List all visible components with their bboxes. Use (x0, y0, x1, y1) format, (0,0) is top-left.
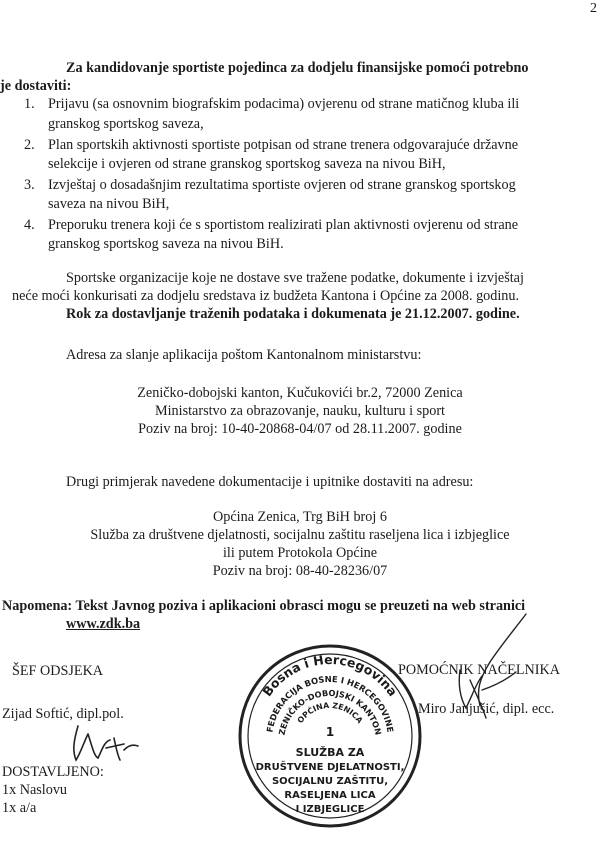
list-number: 2. (24, 137, 35, 153)
list-text-line: Prijavu (sa osnovnim biografskim podacima) ovjerenu od strane matičnog kluba ili (48, 96, 520, 112)
list-text-line: Preporuku trenera koji će s sportistom realizirati plan aktivnosti ovjerenu od strane (48, 217, 519, 233)
stamp-line-4: RASELJENA LICA (284, 790, 376, 801)
stamp-line-1: SLUŽBA ZA (295, 746, 365, 759)
notice-line-2: neće moći konkurisati za dodjelu sredstava iz budžeta Kantona i Općine za 2008. godinu. (12, 288, 520, 304)
municipality-address-line-2: Služba za društvene djelatnosti, socijalnu zaštitu raseljena lica i izbjeglice (90, 527, 510, 543)
stamp-line-5: I IZBJEGLICE (295, 804, 365, 815)
list-number: 1. (24, 96, 35, 112)
left-signatory-name: Zijad Softić, dipl.pol. (2, 706, 124, 722)
stamp-line-3: SOCIJALNU ZAŠTITU, (271, 776, 389, 787)
municipality-address-line-1: Općina Zenica, Trg BiH broj 6 (213, 509, 387, 525)
notice-line-1: Sportske organizacije koje ne dostave sve tražene podatke, dokumente i izvještaj (66, 270, 524, 286)
list-text-line: selekcije i ovjeren od strane granskog sportskog saveza na nivou BiH, (48, 156, 446, 172)
left-signature-scribble (58, 720, 148, 770)
deadline: Rok za dostavljanje traženih podataka i dokumenata je 21.12.2007. godine. (66, 306, 520, 322)
stamp-outer-text: Bosna i Hercegovina (259, 651, 401, 700)
official-stamp-seal (238, 636, 422, 832)
ministry-address-line-3: Poziv na broj: 10-40-20868-04/07 od 28.11.2007. godine (138, 421, 462, 437)
ministry-address-line-1: Zeničko-dobojski kanton, Kučukovići br.2, 72000 Zenica (137, 385, 463, 401)
municipality-address-line-4: Poziv na broj: 08-40-28236/07 (212, 563, 388, 579)
left-signatory-title: ŠEF ODSJEKA (12, 663, 104, 679)
list-text-line: granskog sportskog saveza na nivou BiH. (48, 236, 284, 252)
stamp-number: 1 (325, 725, 335, 739)
stamp-ring-text-canton: ZENIČKO-DOBOJSKI KANTON (276, 687, 384, 736)
right-signature-scribble (410, 610, 540, 730)
heading-line-1: Za kandidovanje sportiste pojedinca za dodjelu finansijske pomoći potrebno (66, 60, 529, 76)
delivered-line-1: 1x Naslovu (2, 782, 68, 798)
ministry-address-intro: Adresa za slanje aplikacija poštom Kantonalnom ministarstvu: (66, 347, 422, 363)
list-text-line: granskog sportskog saveza, (48, 116, 204, 132)
right-signatory-title: POMOĆNIK NAČELNIKA (398, 662, 560, 678)
note-text: Napomena: Tekst Javnog poziva i aplikacioni obrasci mogu se preuzeti na web stranici (2, 598, 526, 614)
stamp-line-2: DRUŠTVENE DJELATNOSTI, (255, 762, 405, 773)
municipality-address-line-3: ili putem Protokola Općine (222, 545, 378, 561)
list-text-line: Plan sportskih aktivnosti sportiste potpisan od strane trenera odgovarajuće državne (48, 137, 519, 153)
heading-line-2: je dostaviti: (0, 78, 72, 94)
municipality-address-intro: Drugi primjerak navedene dokumentacije i upitnike dostaviti na adresu: (66, 474, 474, 490)
list-text-line: saveza na nivou BiH, (48, 196, 170, 212)
list-number: 3. (24, 177, 35, 193)
right-signatory-name: Miro Janjušić, dipl. ecc. (418, 701, 555, 717)
page-number: 2 (590, 1, 597, 16)
list-number: 4. (24, 217, 35, 233)
stamp-ring-text-federation: FEDERACIJA BOSNE I HERCEGOVINE (264, 673, 396, 734)
ministry-address-line-2: Ministarstvo za obrazovanje, nauku, kulturu i sport (155, 403, 445, 419)
website-link[interactable]: www.zdk.ba (66, 616, 141, 632)
delivered-line-2: 1x a/a (2, 800, 37, 816)
list-text-line: Izvještaj o dosadašnjim rezultatima sportiste ovjeren od strane granskog sportskog (48, 177, 516, 193)
stamp-ring-text-municipality: OPĆINA ZENICA (295, 700, 365, 726)
delivered-title: DOSTAVLJENO: (2, 764, 104, 780)
